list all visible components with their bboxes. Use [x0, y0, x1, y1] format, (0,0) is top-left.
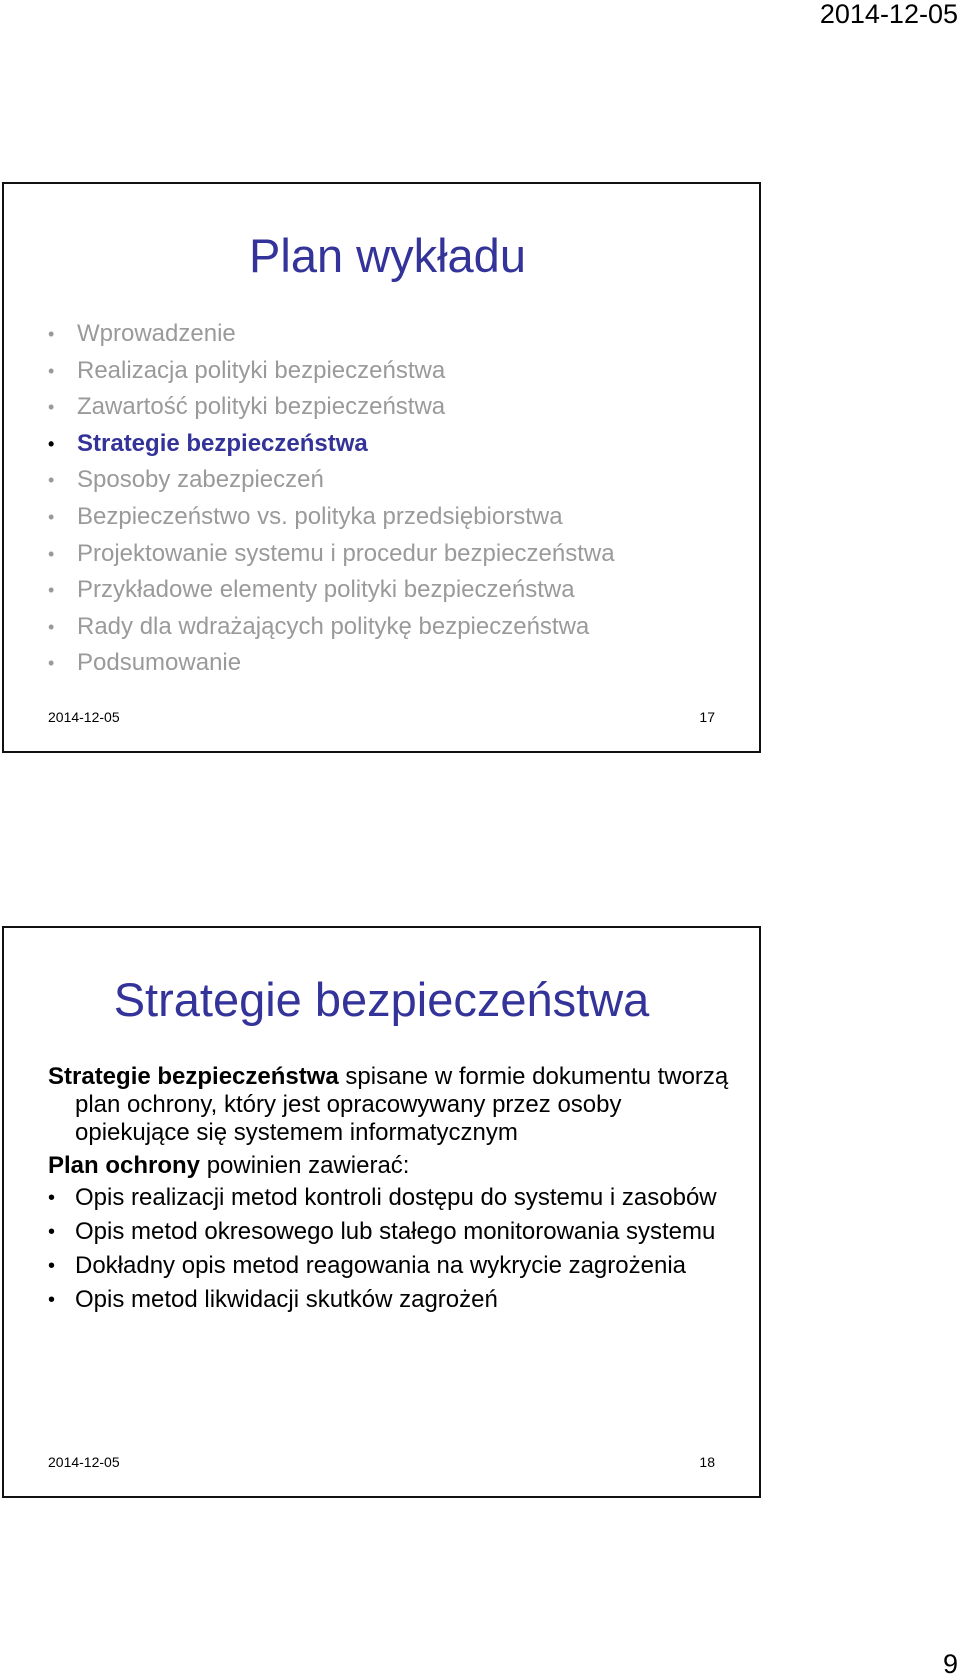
paragraph-text: spisane w formie dokumentu tworzą plan ochrony, który jest opracowywany przez osoby opiekujące się systemem informatycznym [75, 1063, 729, 1146]
slide-title: Plan wykładu [249, 229, 526, 282]
paragraph-plan-ochrony [48, 1152, 729, 1180]
slide-content [48, 1063, 729, 1320]
agenda-item: • Podsumowanie [48, 649, 615, 686]
bullet-item: • Opis metod okresowego lub stałego monitorowania systemu [48, 1218, 729, 1246]
slide-footer-date: 2014-12-05 [48, 709, 120, 725]
bold-term: Plan ochrony [48, 1152, 201, 1179]
agenda-item: • Zawartość polityki bezpieczeństwa [48, 393, 615, 430]
agenda-item: • Wprowadzenie [48, 320, 615, 357]
slide-footer [48, 1454, 715, 1470]
bullet-item: • Dokładny opis metod reagowania na wykrycie zagrożenia [48, 1252, 729, 1280]
agenda-item-active: • Strategie bezpieczeństwa [48, 430, 615, 467]
slide-strategie-bezpieczenstwa [2, 926, 761, 1498]
agenda-item: • Sposoby zabezpieczeń [48, 466, 615, 503]
paragraph-text: powinien zawierać: [200, 1152, 410, 1179]
slide-title: Strategie bezpieczeństwa [113, 973, 650, 1026]
bold-term: Strategie bezpieczeństwa [48, 1063, 339, 1090]
slide-plan-wykladu [2, 182, 761, 753]
slide-footer-date: 2014-12-05 [48, 1454, 120, 1470]
agenda-item: • Przykładowe elementy polityki bezpieczeństwa [48, 576, 615, 613]
bullet-list [48, 1184, 729, 1314]
page-date: 2014-12-05 [819, 0, 958, 29]
slide-number: 18 [699, 1454, 715, 1470]
bullet-item: • Opis realizacji metod kontroli dostępu do systemu i zasobów [48, 1184, 729, 1212]
slide-footer [48, 709, 715, 725]
paragraph-strategie [48, 1063, 729, 1147]
slide-number: 17 [699, 709, 715, 725]
agenda-item: • Bezpieczeństwo vs. polityka przedsiębiorstwa [48, 503, 615, 540]
page-number: 9 [942, 1649, 958, 1679]
bullet-item: • Opis metod likwidacji skutków zagrożeń [48, 1286, 729, 1314]
agenda-item: • Realizacja polityki bezpieczeństwa [48, 357, 615, 394]
agenda-item: • Rady dla wdrażających politykę bezpieczeństwa [48, 613, 615, 650]
agenda-list [48, 320, 615, 686]
agenda-item: • Projektowanie systemu i procedur bezpieczeństwa [48, 540, 615, 577]
